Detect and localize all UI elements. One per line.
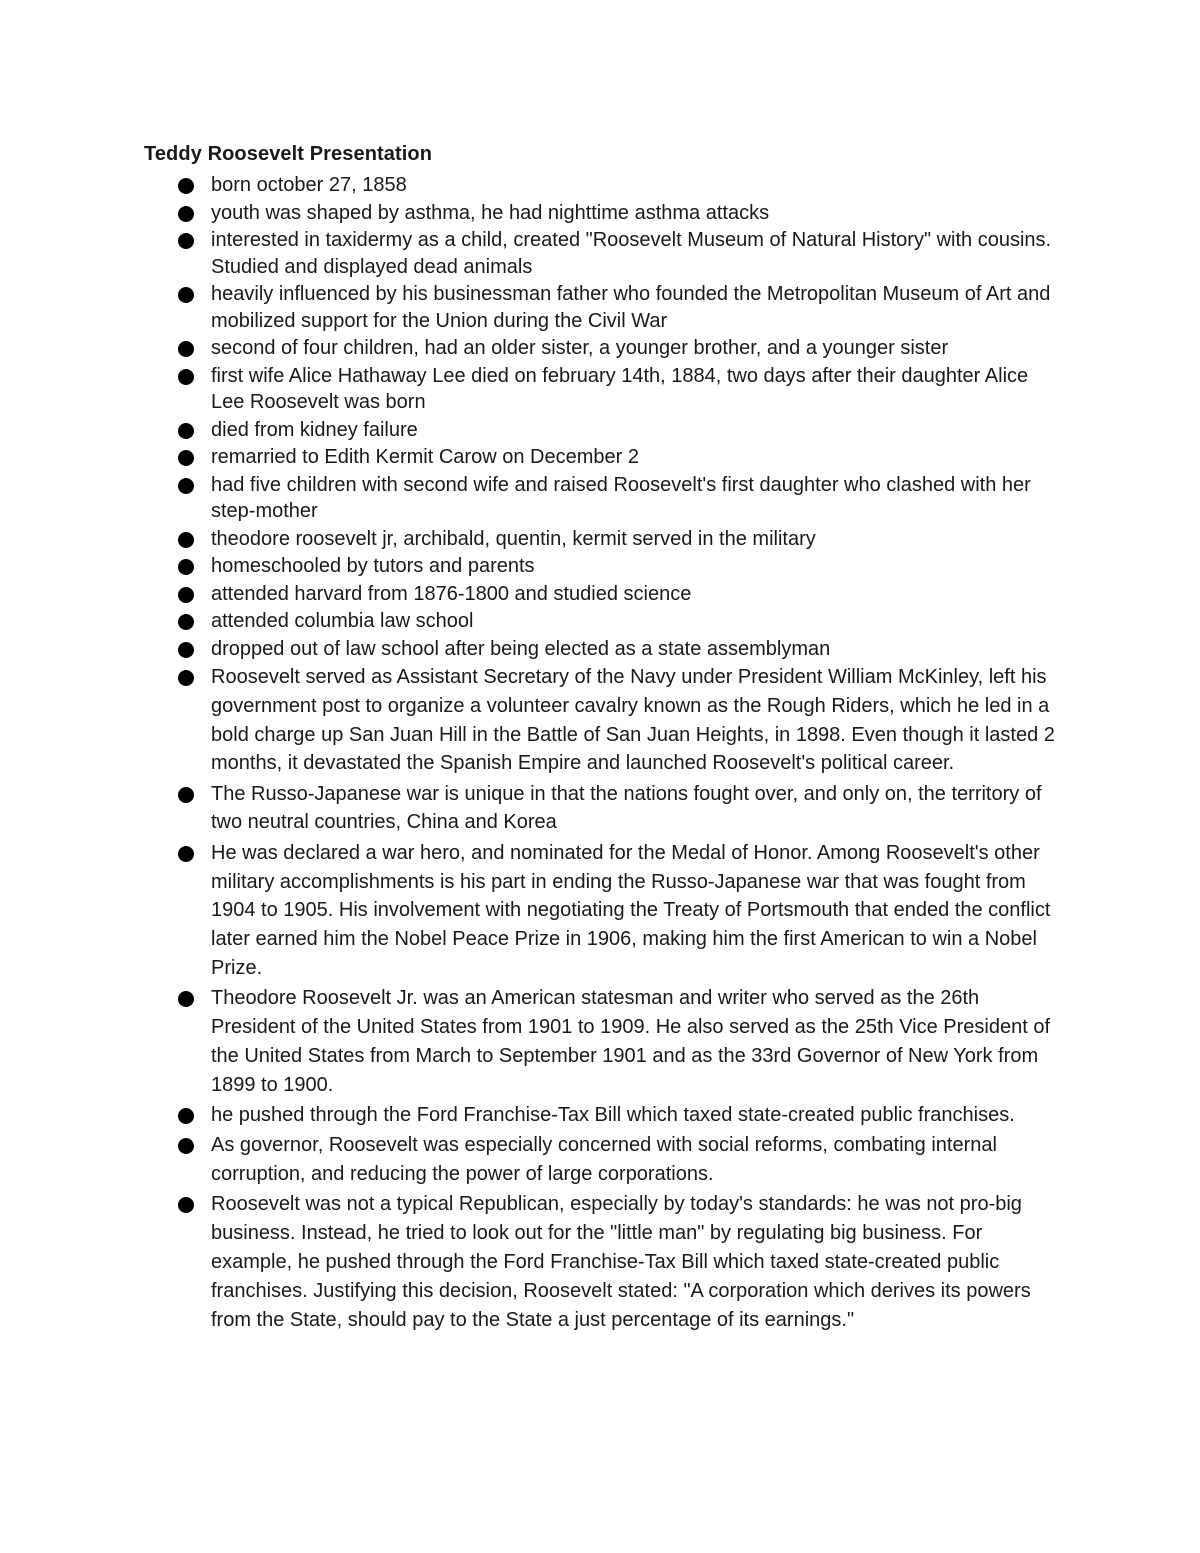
list-item [174, 444, 1064, 471]
list-item-text: youth was shaped by asthma, he had nighttime asthma attacks [211, 201, 770, 224]
list-item-text: homeschooled by tutors and parents [211, 555, 535, 577]
bullet-icon [178, 1108, 194, 1124]
list-item [174, 281, 1064, 334]
list-item-text: born october 27, 1858 [211, 174, 407, 196]
bullet-icon [178, 787, 194, 803]
bullet-icon [178, 587, 194, 603]
list-item-text: The Russo-Japanese war is unique in that the nations fought over, and only on, the territory of two neutral countries, China and Korea [211, 782, 1042, 834]
list-item [174, 636, 1064, 663]
list-item [174, 581, 1064, 608]
bullet-icon [178, 178, 194, 194]
list-item [174, 663, 1064, 778]
list-item-text: attended harvard from 1876-1800 and studied science [211, 582, 692, 605]
list-item-text: Theodore Roosevelt Jr. was an American statesman and writer who served as the 26th President of the United States from 1901 to 1909. He also served as the 25th Vice President of the United States from March to September 1901 and as the 33rd Governor of New York from 1899 to 1900. [211, 987, 1051, 1096]
list-item [174, 200, 1064, 227]
bullet-icon [178, 642, 194, 658]
list-item-text: died from kidney failure [211, 418, 418, 441]
bullet-icon [178, 233, 194, 249]
bullet-icon [178, 287, 194, 303]
bullet-icon [178, 450, 194, 466]
list-item-text: heavily influenced by his businessman father who founded the Metropolitan Museum of Art and mobilized support for the Union during the Civil War [211, 283, 1051, 332]
list-item [174, 839, 1064, 983]
list-item-text: He was declared a war hero, and nominated for the Medal of Honor. Among Roosevelt's other military accomplishments is his part in ending the Russo-Japanese war that was fought from 1904 to 1905. His involvement with negotiating the Treaty of Portsmouth that ended the conflict later earned him the Nobel Peace Prize in 1906, making him the first American to win a Nobel Prize. [211, 841, 1051, 979]
bullet-icon [178, 423, 194, 439]
list-item-text: interested in taxidermy as a child, created "Roosevelt Museum of Natural History" with cousins. Studied and displayed dead animals [211, 229, 1052, 278]
bullet-icon [178, 369, 194, 385]
list-item [174, 363, 1064, 416]
list-item-text: As governor, Roosevelt was especially concerned with social reforms, combating internal corruption, and reducing the power of large corporations. [211, 1134, 997, 1186]
list-item [174, 526, 1064, 553]
bullet-icon [178, 1197, 194, 1213]
list-item [174, 608, 1064, 635]
list-item-text: dropped out of law school after being elected as a state assemblyman [211, 637, 831, 660]
list-item [174, 1131, 1064, 1189]
bullet-icon [178, 846, 194, 862]
list-item-text: he pushed through the Ford Franchise-Tax Bill which taxed state-created public franchises. [211, 1103, 1015, 1126]
bullet-icon [178, 341, 194, 357]
bullet-icon [178, 559, 194, 575]
list-item-text: attended columbia law school [211, 610, 474, 632]
list-item-text: second of four children, had an older sister, a younger brother, and a younger sister [211, 337, 949, 359]
bullet-icon [178, 991, 194, 1007]
list-item [174, 553, 1064, 580]
bullet-icon [178, 206, 194, 222]
list-item [174, 472, 1064, 525]
list-item [174, 335, 1064, 362]
list-item-text: theodore roosevelt jr, archibald, quentin, kermit served in the military [211, 527, 816, 550]
bullet-list [174, 172, 1064, 1336]
list-item-text: first wife Alice Hathaway Lee died on february 14th, 1884, two days after their daughter Alice Lee Roosevelt was born [211, 364, 1029, 413]
list-item-text: had five children with second wife and raised Roosevelt's first daughter who clashed with her step-mother [211, 473, 1031, 522]
list-item-text: Roosevelt was not a typical Republican, especially by today's standards: he was not pro-big business. Instead, he tried to look out for the "little man" by regulating big business. For example, he pushed through the Ford Franchise-Tax Bill which taxed state-created public franchises. Justifying this decision, Roosevelt stated: "A corporation which derives its powers from the State, should pay to the State a just percentage of its earnings." [211, 1193, 1031, 1331]
list-item [174, 172, 1064, 199]
bullet-icon [178, 614, 194, 630]
list-item [174, 984, 1064, 1099]
page-title: Teddy Roosevelt Presentation [144, 143, 433, 165]
list-item [174, 227, 1064, 280]
list-item [174, 1190, 1064, 1334]
bullet-icon [178, 1138, 194, 1154]
bullet-icon [178, 670, 194, 686]
list-item-text: Roosevelt served as Assistant Secretary of the Navy under President William McKinley, left his government post to organize a volunteer cavalry known as the Rough Riders, which he led in a bold charge up San Juan Hill in the Battle of San Juan Heights, in 1898. Even though it lasted 2 months, it devastated the Spanish Empire and launched Roosevelt's political career. [211, 666, 1055, 775]
bullet-icon [178, 478, 194, 494]
list-item [174, 780, 1064, 838]
list-item [174, 417, 1064, 444]
list-item-text: remarried to Edith Kermit Carow on December 2 [211, 446, 639, 468]
bullet-icon [178, 532, 194, 548]
list-item [174, 1101, 1064, 1130]
